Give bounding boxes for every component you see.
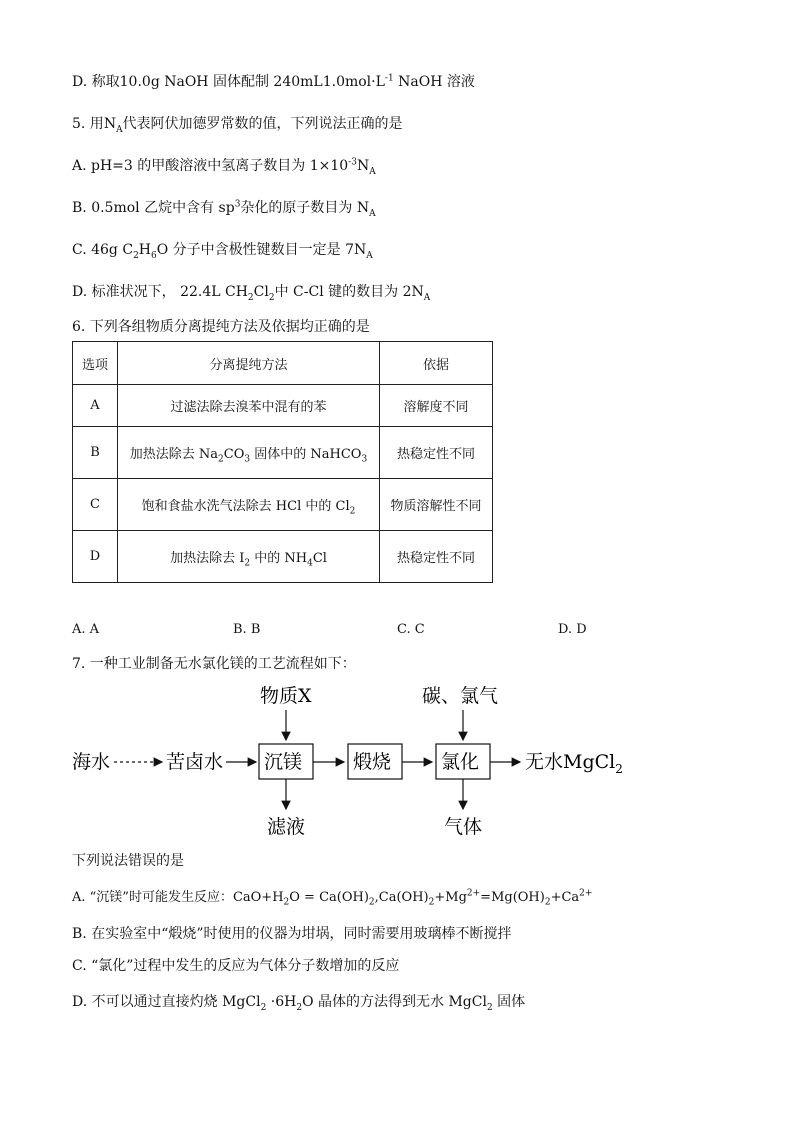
table-row bbox=[73, 531, 493, 583]
q5-option-d: D. 标准状况下， 22.4L $CH_2Cl_2$中 C-Cl 键的数目为 $2N_A$ bbox=[72, 284, 431, 303]
product-label: 无水MgCl$_2$ bbox=[525, 751, 623, 776]
q6-answer-c: C. C bbox=[397, 622, 425, 637]
process-flow-diagram bbox=[60, 676, 640, 840]
filtrate-label: 滤液 bbox=[267, 816, 306, 838]
calcine-label: 煅烧 bbox=[353, 751, 392, 773]
q5-option-b: B. 0.5mol 乙烷中含有 $sp^3$杂化的原子数目为 $N_A$ bbox=[72, 199, 376, 219]
q6-table bbox=[72, 341, 493, 583]
row-option: D bbox=[73, 531, 118, 583]
q6-stem: 6. 下列各组物质分离提纯方法及依据均正确的是 bbox=[72, 319, 370, 335]
header-basis: 依据 bbox=[380, 342, 493, 385]
header-method: 分离提纯方法 bbox=[118, 342, 380, 385]
row-basis: 溶解度不同 bbox=[380, 385, 493, 427]
table-row bbox=[73, 479, 493, 531]
q7-option-c: C. “氯化”过程中发生的反应为气体分子数增加的反应 bbox=[72, 958, 400, 974]
q7-option-d: D. 不可以通过直接灼烧 MgCl$_2$ $\cdot 6H_2O$ 晶体的方法得到无水 MgCl$_2$ 固体 bbox=[72, 994, 526, 1013]
q6-answer-a: A. A bbox=[72, 622, 100, 637]
carbon-chlorine-label: 碳、氯气 bbox=[422, 685, 499, 707]
q5-option-a: A. pH=3 的甲酸溶液中氢离子数目为 $1\times 10^{-3}N_A$ bbox=[72, 157, 376, 177]
seawater-label: 海水 bbox=[72, 751, 111, 773]
table-row bbox=[73, 427, 493, 479]
precip-label: 沉镁 bbox=[264, 751, 303, 773]
q5-option-c: C. 46g $C_2H_6O$ 分子中含极性键数目一定是 $7N_A$ bbox=[72, 242, 373, 261]
row-option: C bbox=[73, 479, 118, 531]
row-method: 饱和食盐水洗气法除去 HCl 中的 $Cl_2$ bbox=[118, 479, 380, 531]
row-option: A bbox=[73, 385, 118, 427]
row-basis: 热稳定性不同 bbox=[380, 531, 493, 583]
header-option: 选项 bbox=[73, 342, 118, 385]
row-method: 过滤法除去溴苯中混有的苯 bbox=[118, 385, 380, 427]
q7-question: 下列说法错误的是 bbox=[72, 853, 184, 869]
chlorinate-label: 氯化 bbox=[441, 751, 480, 773]
q7-option-a: A. “沉镁”时可能发生反应：$CaO+H_2O = Ca(OH)_2,Ca(OH)_2+Mg^{2+}=Mg(OH)_2+Ca^{2+}$ bbox=[72, 888, 593, 908]
row-method: 加热法除去 $I_2$ 中的 $NH_4Cl$ bbox=[118, 531, 380, 583]
table-header-row bbox=[73, 342, 493, 385]
brine-label: 苦卤水 bbox=[166, 751, 224, 773]
row-method: 加热法除去 $Na_2CO_3$ 固体中的 NaHCO$_3$ bbox=[118, 427, 380, 479]
table-row bbox=[73, 385, 493, 427]
q7-option-b: B. 在实验室中“煅烧”时使用的仪器为坩埚，同时需要用玻璃棒不断搅拌 bbox=[72, 926, 512, 942]
q7-stem: 7. 一种工业制备无水氯化镁的工艺流程如下： bbox=[72, 656, 356, 672]
row-basis: 热稳定性不同 bbox=[380, 427, 493, 479]
gas-label: 气体 bbox=[444, 816, 483, 838]
row-basis: 物质溶解性不同 bbox=[380, 479, 493, 531]
q6-answer-b: B. B bbox=[233, 622, 261, 637]
q5-stem: 5. 用$N_A$代表阿伏加德罗常数的值，下列说法正确的是 bbox=[72, 116, 403, 135]
q4-option-d: D. 称取10.0g NaOH 固体配制 $240mL1.0mol\cdot L^{-1}$ NaOH 溶液 bbox=[72, 73, 475, 90]
substance-x-label: 物质X bbox=[260, 685, 312, 707]
row-option: B bbox=[73, 427, 118, 479]
q6-answer-d: D. D bbox=[558, 622, 587, 637]
